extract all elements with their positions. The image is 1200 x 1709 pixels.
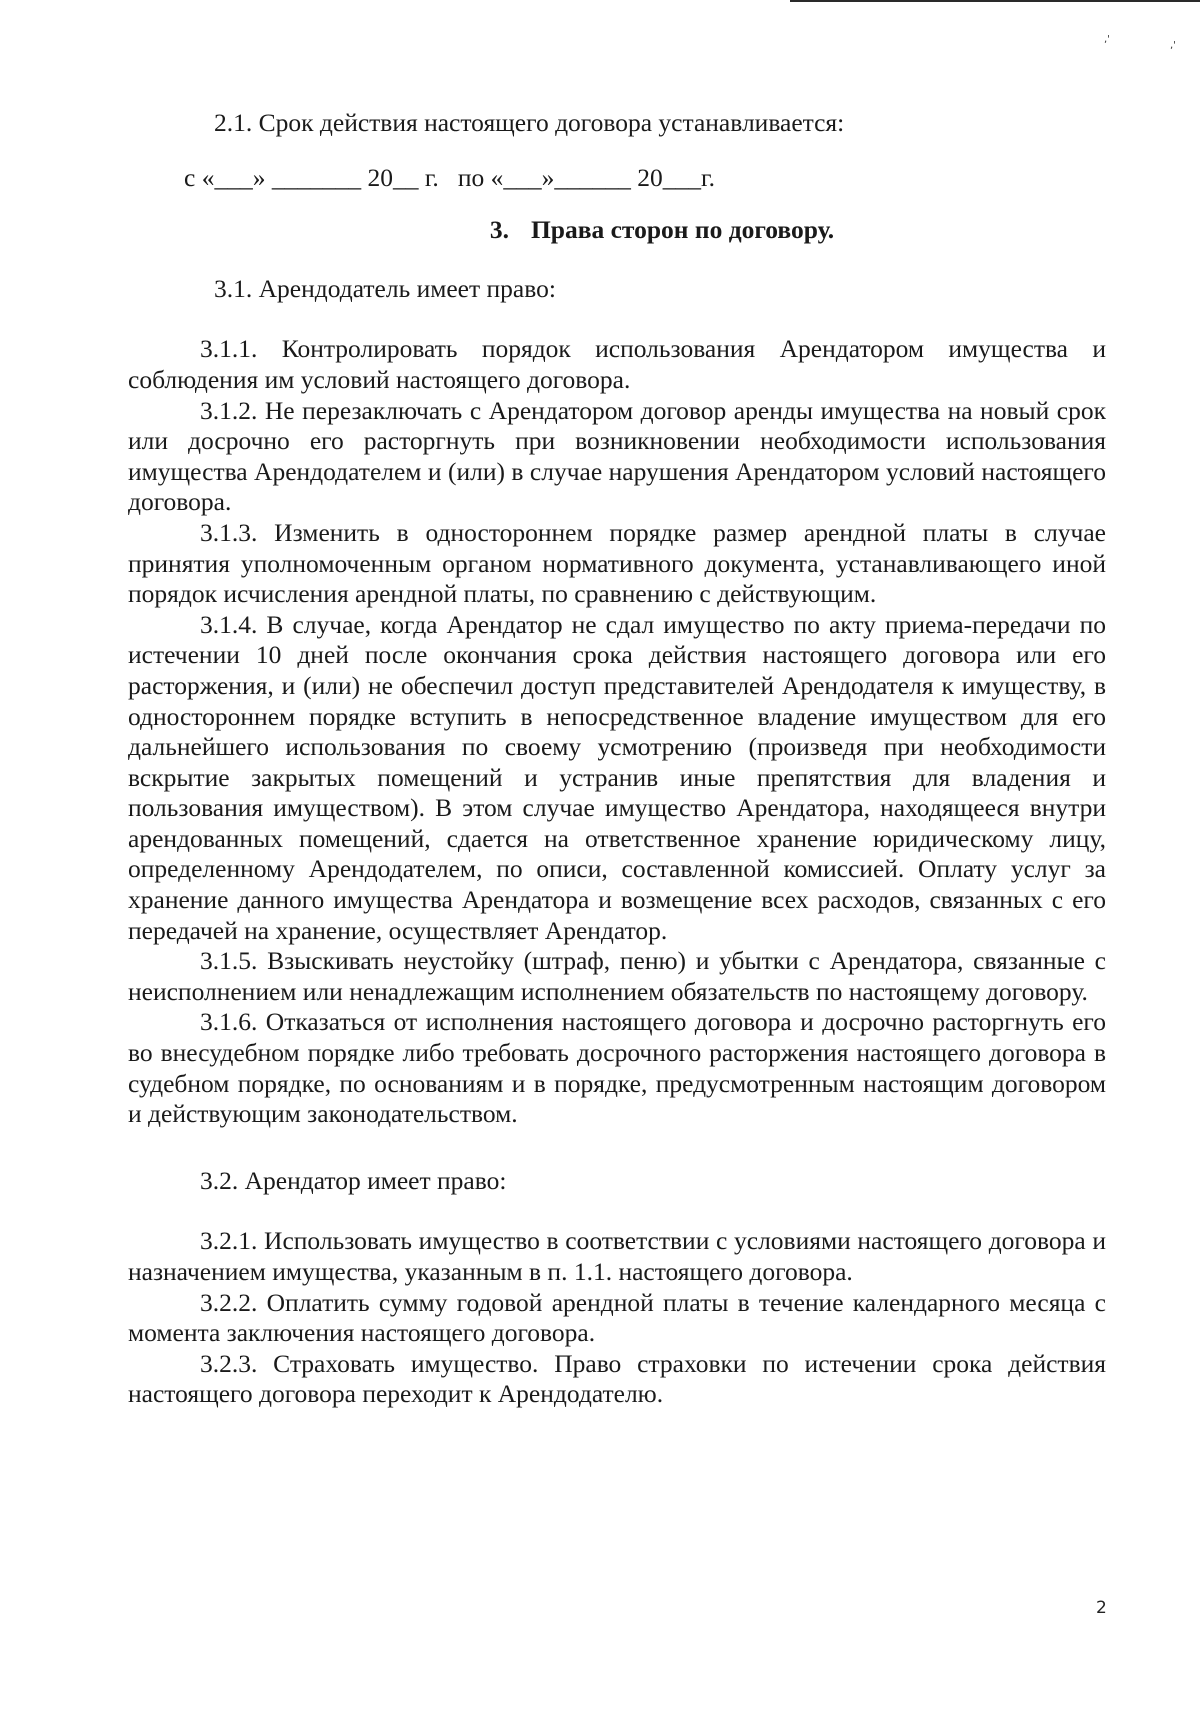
clause-2-1: 2.1. Срок действия настоящего договора устанавливается:	[214, 108, 845, 137]
top-edge-line	[790, 0, 1200, 2]
section-3-number: 3.	[489, 215, 509, 245]
clause-3-1-5: 3.1.5. Взыскивать неустойку (штраф, пеню) и убытки с Арендатора, связанные с неисполнением или ненадлежащим исполнением обязательств по настоящему договору.	[128, 946, 1106, 1006]
section-3-heading	[128, 215, 1106, 246]
clause-3-1-2: 3.1.2. Не перезаключать с Арендатором договор аренды имущества на новый срок или досрочно его расторгнуть при возникновении необходимости использования имущества Арендодателем и (или) в случае нарушения Арендатором условий настоящего договора.	[128, 395, 1106, 517]
document-page	[128, 108, 1106, 1410]
clause-3-2-2: 3.2.2. Оплатить сумму годовой арендной платы в течение календарного месяца с момента заключения настоящего договора.	[128, 1287, 1106, 1348]
page-number: 2	[1096, 1598, 1107, 1618]
clause-3-1-heading: 3.1. Арендодатель имеет право:	[214, 273, 556, 303]
clause-3-2-3: 3.2.3. Страховать имущество. Право страховки по истечении срока действия настоящего договора переходит к Арендодателю.	[128, 1348, 1106, 1409]
term-date-line: с «___» _______ 20__ г. по «___»______ 20___г.	[184, 162, 716, 192]
clause-3-2-heading: 3.2. Арендатор имеет право:	[200, 1165, 507, 1195]
clause-3-2-1: 3.2.1. Использовать имущество в соответствии с условиями настоящего договора и назначением имущества, указанным в п. 1.1. настоящего договора.	[128, 1226, 1106, 1286]
clause-3-1-4: 3.1.4. В случае, когда Арендатор не сдал имущество по акту приема-передачи по истечении 10 дней после окончания срока действия настоящего договора или его расторжения, и (или) не обеспечил доступ представителей Арендодателя к имуществу, в одностороннем порядке вступить в непосредственное владение имуществом для его дальнейшего использования по своему усмотрению (произведя при необходимости вскрытие закрытых помещений и устранив иные препятствия для владения и пользования имуществом). В этом случае имущество Арендатора, находящееся внутри арендованных помещений, сдается на ответственное хранение юридическому лицу, определенному Арендодателем, по описи, составленной комиссией. Оплату услуг за хранение данного имущества Арендатора и возмещение всех расходов, связанных с его передачей на хранение, осуществляет Арендатор.	[128, 609, 1106, 945]
clause-3-1-3: 3.1.3. Изменить в одностороннем порядке размер арендной платы в случае принятия уполномоченным органом нормативного документа, устанавливающего иной порядок исчисления арендной платы, по сравнению с действующим.	[128, 517, 1106, 609]
scan-mark: ,'	[1170, 40, 1176, 51]
clause-3-1-6: 3.1.6. Отказаться от исполнения настоящего договора и досрочно расторгнуть его во внесудебном порядке либо требовать досрочного расторжения настоящего договора в судебном порядке, по основаниям и в порядке, предусмотренным настоящим договором и действующим законодательством.	[128, 1007, 1106, 1129]
section-3-title: Права сторон по договору.	[530, 215, 835, 245]
clause-3-1-1: 3.1.1. Контролировать порядок использования Арендатором имущества и соблюдения им условий настоящего договора.	[128, 334, 1106, 394]
scan-mark: ,'	[1104, 34, 1110, 45]
